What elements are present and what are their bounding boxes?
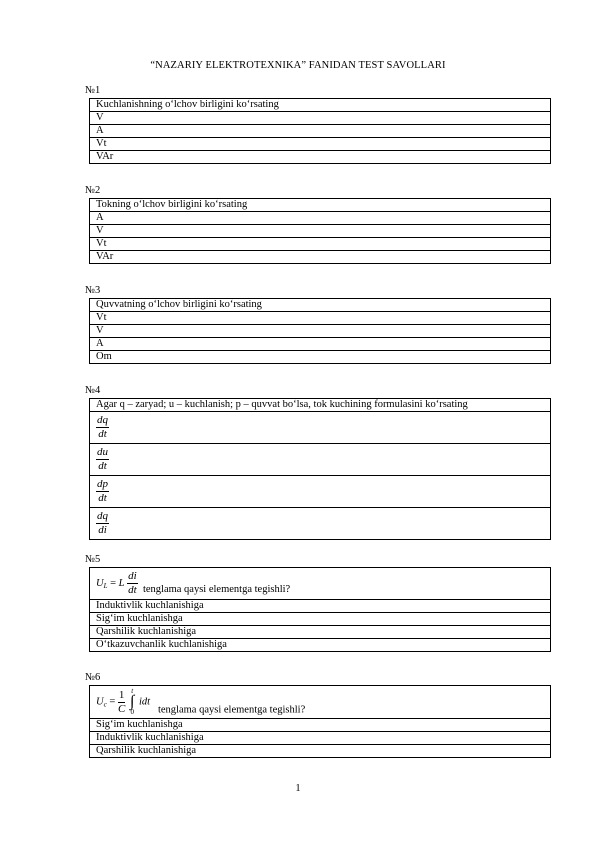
answer-option[interactable]: V <box>90 225 551 238</box>
answer-option[interactable] <box>90 476 551 508</box>
question-table-1 <box>89 98 551 164</box>
fraction-formula <box>96 446 109 473</box>
question-number: №6 <box>85 672 101 683</box>
fraction-denominator: dt <box>98 428 107 440</box>
fraction-formula <box>96 414 109 441</box>
fraction-numerator: 1 <box>118 688 125 701</box>
integral-lower-limit: 0 <box>130 708 134 716</box>
formula-equals: = <box>110 577 117 589</box>
formula-subscript: L <box>103 581 108 590</box>
fraction-formula <box>96 510 109 537</box>
question-number: №3 <box>85 285 101 296</box>
question-table-5 <box>89 567 551 652</box>
formula-subscript: c <box>103 700 107 709</box>
formula-lhs: U <box>96 577 104 589</box>
fraction-denominator: di <box>98 524 107 536</box>
answer-option[interactable]: VAr <box>90 151 551 164</box>
answer-option[interactable]: Vt <box>90 138 551 151</box>
question-table-4 <box>89 398 551 540</box>
answer-option[interactable]: Om <box>90 351 551 364</box>
question-label: tenglama qaysi elementga tegishli? <box>142 583 291 595</box>
fraction-denominator: C <box>117 702 126 715</box>
question-label: tenglama qaysi elementga tegishli? <box>157 704 306 716</box>
question-text <box>90 686 551 719</box>
answer-option[interactable]: Qarshilik kuchlanishiga <box>90 745 551 758</box>
question-text: Tokning o‘lchov birligini ko‘rsating <box>90 199 551 212</box>
formula-equals: = <box>109 696 116 708</box>
answer-option[interactable]: Induktivlik kuchlanishiga <box>90 600 551 613</box>
question-text: Agar q – zaryad; u – kuchlanish; p – quvvat bo‘lsa, tok kuchining formulasini ko‘rsating <box>90 399 551 412</box>
fraction-formula <box>96 478 109 505</box>
formula-lhs: U <box>96 696 104 708</box>
fraction-numerator: du <box>97 446 108 458</box>
fraction-denominator: dt <box>128 584 137 596</box>
answer-option[interactable]: Sig‘im kuchlanishga <box>90 719 551 732</box>
fraction-numerator: dp <box>97 478 108 490</box>
fraction-numerator: dq <box>97 414 108 426</box>
answer-option[interactable]: Induktivlik kuchlanishiga <box>90 732 551 745</box>
page-number: 1 <box>295 783 301 794</box>
fraction-numerator: di <box>128 570 137 582</box>
fraction-numerator: dq <box>97 510 108 522</box>
question-number: №1 <box>85 85 101 96</box>
fraction-denominator: dt <box>98 492 107 504</box>
integral-sign <box>130 688 134 716</box>
answer-option[interactable]: V <box>90 112 551 125</box>
question-number: №2 <box>85 185 101 196</box>
page-title: “NAZARIY ELEKTROTEXNIKA” FANIDAN TEST SAVOLLARI <box>150 60 446 71</box>
answer-option[interactable] <box>90 508 551 540</box>
answer-option[interactable] <box>90 444 551 476</box>
answer-option[interactable]: Vt <box>90 312 551 325</box>
answer-option[interactable]: A <box>90 338 551 351</box>
fraction-denominator: dt <box>98 460 107 472</box>
answer-option[interactable]: A <box>90 125 551 138</box>
answer-option[interactable]: A <box>90 212 551 225</box>
formula-integrand: idt <box>139 696 151 708</box>
fraction-formula <box>127 570 138 597</box>
answer-option[interactable]: Vt <box>90 238 551 251</box>
question-number: №5 <box>85 554 101 565</box>
answer-option[interactable] <box>90 412 551 444</box>
integral-icon: ∫ <box>130 693 135 710</box>
integral-upper-limit: t <box>131 687 134 695</box>
question-text: Quvvatning o‘lchov birligini ko‘rsating <box>90 299 551 312</box>
question-table-2 <box>89 198 551 264</box>
answer-option[interactable]: V <box>90 325 551 338</box>
question-number: №4 <box>85 385 101 396</box>
answer-option[interactable]: Qarshilik kuchlanishiga <box>90 626 551 639</box>
answer-option[interactable]: Sig‘im kuchlanishga <box>90 613 551 626</box>
fraction-formula <box>118 689 126 716</box>
answer-option[interactable]: VAr <box>90 251 551 264</box>
question-table-3 <box>89 298 551 364</box>
answer-option[interactable]: O‘tkazuvchanlik kuchlanishiga <box>90 639 551 652</box>
formula-coefficient: L <box>118 577 125 589</box>
question-text <box>90 568 551 600</box>
question-text: Kuchlanishning o‘lchov birligini ko‘rsating <box>90 99 551 112</box>
question-table-6 <box>89 685 551 758</box>
